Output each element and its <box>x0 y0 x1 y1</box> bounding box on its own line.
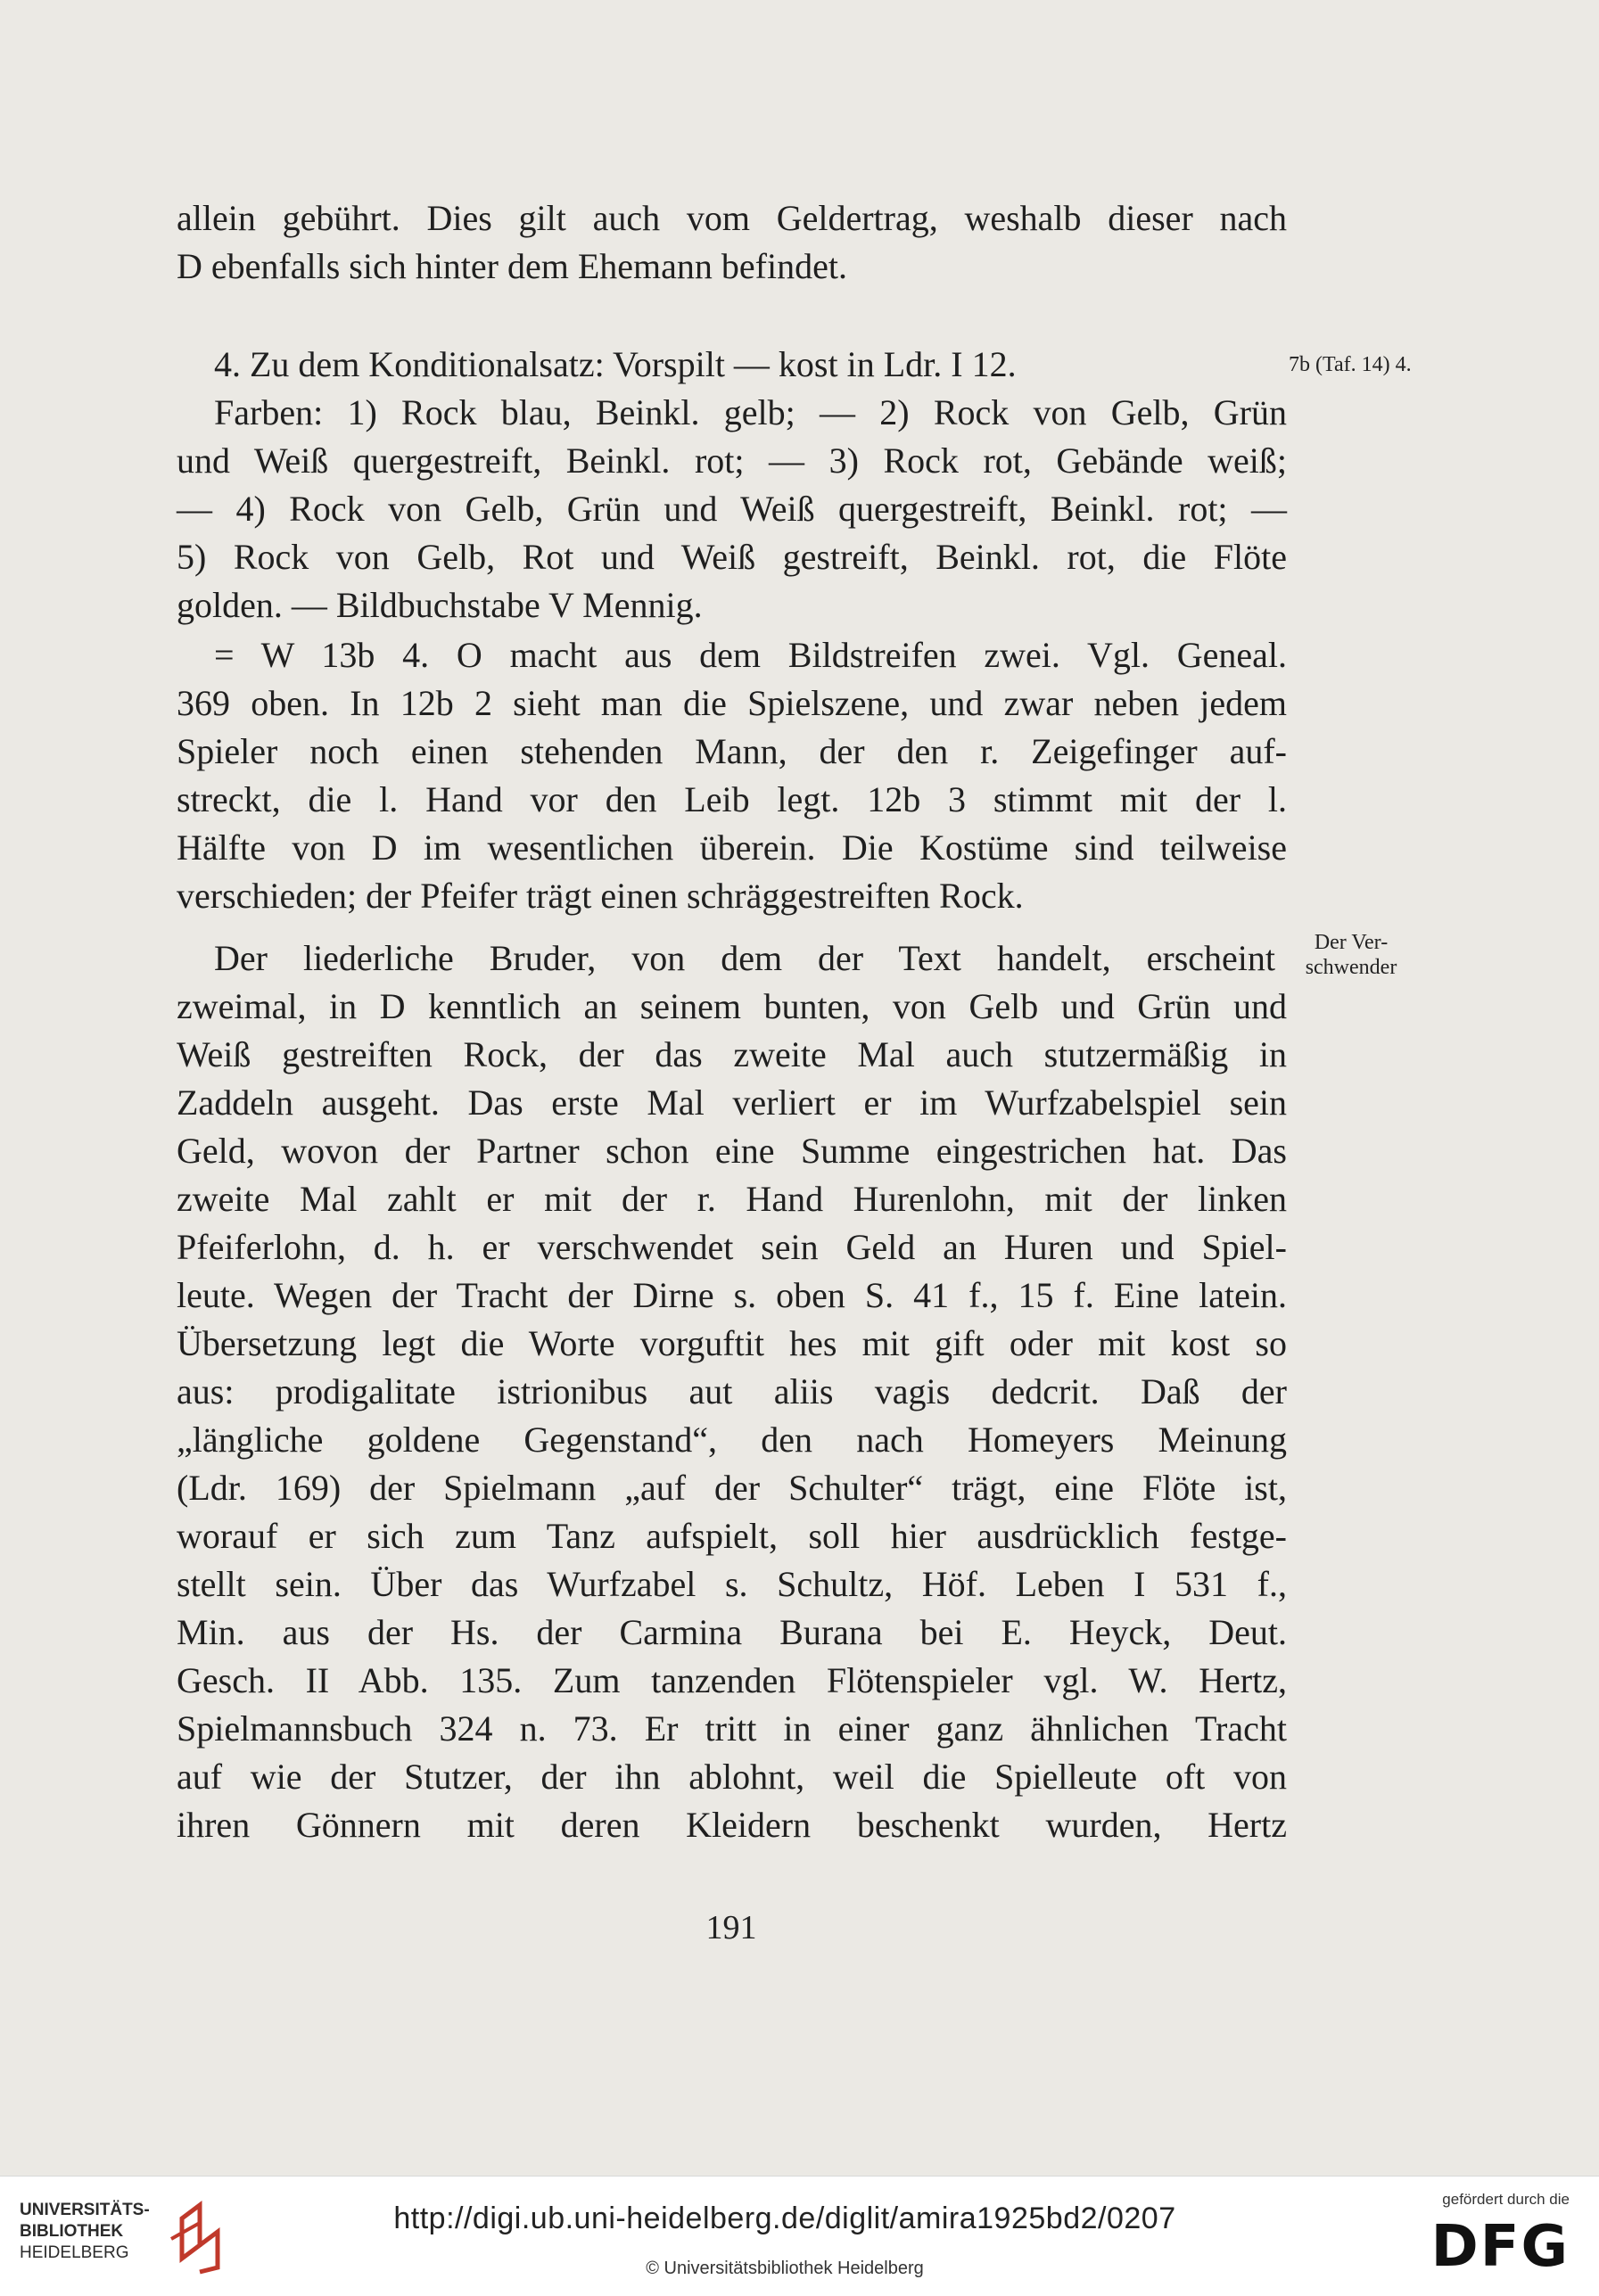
page-number: 191 <box>705 1909 757 1946</box>
text-line: zweite Mal zahlt er mit der r. Hand Hurenlohn, mit der linken <box>177 1179 1287 1219</box>
text-line: streckt, die l. Hand vor den Leib legt. 12b 3 stimmt mit der l. <box>177 779 1287 819</box>
text-line: 369 oben. In 12b 2 sieht man die Spielszene, und zwar neben jedem <box>177 683 1287 723</box>
text-line: Pfeiferlohn, d. h. er verschwendet sein Geld an Huren und Spiel- <box>177 1227 1287 1267</box>
text-line: D ebenfalls sich hinter dem Ehemann befindet. <box>177 246 847 286</box>
university-library-logo[interactable] <box>20 2196 260 2276</box>
text-line: ihren Gönnern mit deren Kleidern beschenkt wurden, Hertz <box>177 1805 1287 1845</box>
text-line: stellt sein. Über das Wurfzabel s. Schultz, Höf. Leben I 531 f., <box>177 1564 1287 1604</box>
text-line: — 4) Rock von Gelb, Grün und Weiß quergestreift, Beinkl. rot; — <box>177 489 1287 529</box>
permalink-url[interactable]: http://digi.ub.uni-heidelberg.de/diglit/amira1925bd2/0207 <box>393 2201 1176 2235</box>
margin-note-verschwender-1: Der Ver- <box>1314 931 1389 954</box>
text-line: Min. aus der Hs. der Carmina Burana bei E. Heyck, Deut. <box>177 1612 1287 1652</box>
text-line: golden. — Bildbuchstabe V Mennig. <box>177 585 703 625</box>
text-line: auf wie der Stutzer, der ihn ablohnt, weil die Spielleute oft von <box>177 1757 1287 1797</box>
text-line: „längliche goldene Gegenstand“, den nach Homeyers Meinung <box>177 1420 1287 1460</box>
text-line: zweimal, in D kenntlich an seinem bunten, von Gelb und Grün und <box>177 986 1287 1026</box>
text-line: Gesch. II Abb. 135. Zum tanzenden Flötenspieler vgl. W. Hertz, <box>177 1660 1287 1700</box>
margin-note-plate-reference: 7b (Taf. 14) 4. <box>1289 353 1412 376</box>
margin-note-verschwender-2: schwender <box>1305 956 1397 979</box>
text-line: leute. Wegen der Tracht der Dirne s. oben S. 41 f., 15 f. Eine latein. <box>177 1275 1287 1315</box>
section-heading-line: 4. Zu dem Konditionalsatz: Vorspilt — kost in Ldr. I 12. <box>214 344 1017 384</box>
text-line: Weiß gestreiften Rock, der das zweite Mal auch stutzermäßig in <box>177 1034 1287 1074</box>
text-line: Geld, wovon der Partner schon eine Summe eingestrichen hat. Das <box>177 1131 1287 1171</box>
text-line: und Weiß quergestreift, Beinkl. rot; — 3) Rock rot, Gebände weiß; <box>177 440 1287 481</box>
copyright-notice: © Universitätsbibliothek Heidelberg <box>646 2259 924 2278</box>
text-line: worauf er sich zum Tanz aufspielt, soll hier ausdrücklich festge- <box>177 1516 1287 1556</box>
library-name-line1: UNIVERSITÄTS- <box>20 2201 150 2219</box>
text-line: Übersetzung legt die Worte vorguftit hes mit gift oder mit kost so <box>177 1323 1287 1363</box>
library-name-line2: BIBLIOTHEK <box>20 2222 124 2241</box>
dfg-caption: gefördert durch die <box>1442 2191 1570 2208</box>
library-name-line3: HEIDELBERG <box>20 2243 129 2262</box>
text-line: Spieler noch einen stehenden Mann, der den r. Zeigefinger auf- <box>177 731 1287 771</box>
library-mark-icon <box>164 2196 244 2276</box>
text-line: Der liederliche Bruder, von dem der Text handelt, erscheint <box>214 938 1275 978</box>
text-line: Hälfte von D im wesentlichen überein. Die Kostüme sind teilweise <box>177 827 1287 868</box>
text-line: Zaddeln ausgeht. Das erste Mal verliert er im Wurfzabelspiel sein <box>177 1082 1287 1123</box>
text-line: Farben: 1) Rock blau, Beinkl. gelb; — 2) Rock von Gelb, Grün <box>214 392 1287 432</box>
text-line: (Ldr. 169) der Spielmann „auf der Schulter“ trägt, eine Flöte ist, <box>177 1468 1287 1508</box>
text-line: 5) Rock von Gelb, Rot und Weiß gestreift, Beinkl. rot, die Flöte <box>177 537 1287 577</box>
text-line: verschieden; der Pfeifer trägt einen schräggestreiften Rock. <box>177 876 1024 916</box>
text-line: = W 13b 4. O macht aus dem Bildstreifen zwei. Vgl. Geneal. <box>214 635 1287 675</box>
library-name <box>20 2200 150 2264</box>
text-line: aus: prodigalitate istrionibus aut aliis vagis dedcrit. Daß der <box>177 1371 1287 1411</box>
dfg-logo[interactable] <box>1391 2216 1570 2278</box>
dfg-logo-text: DFG <box>1430 2214 1570 2280</box>
text-line: allein gebührt. Dies gilt auch vom Geldertrag, weshalb dieser nach <box>177 198 1287 238</box>
text-line: Spielmannsbuch 324 n. 73. Er tritt in einer ganz ähnlichen Tracht <box>177 1708 1287 1749</box>
viewer-footer <box>0 2176 1599 2296</box>
